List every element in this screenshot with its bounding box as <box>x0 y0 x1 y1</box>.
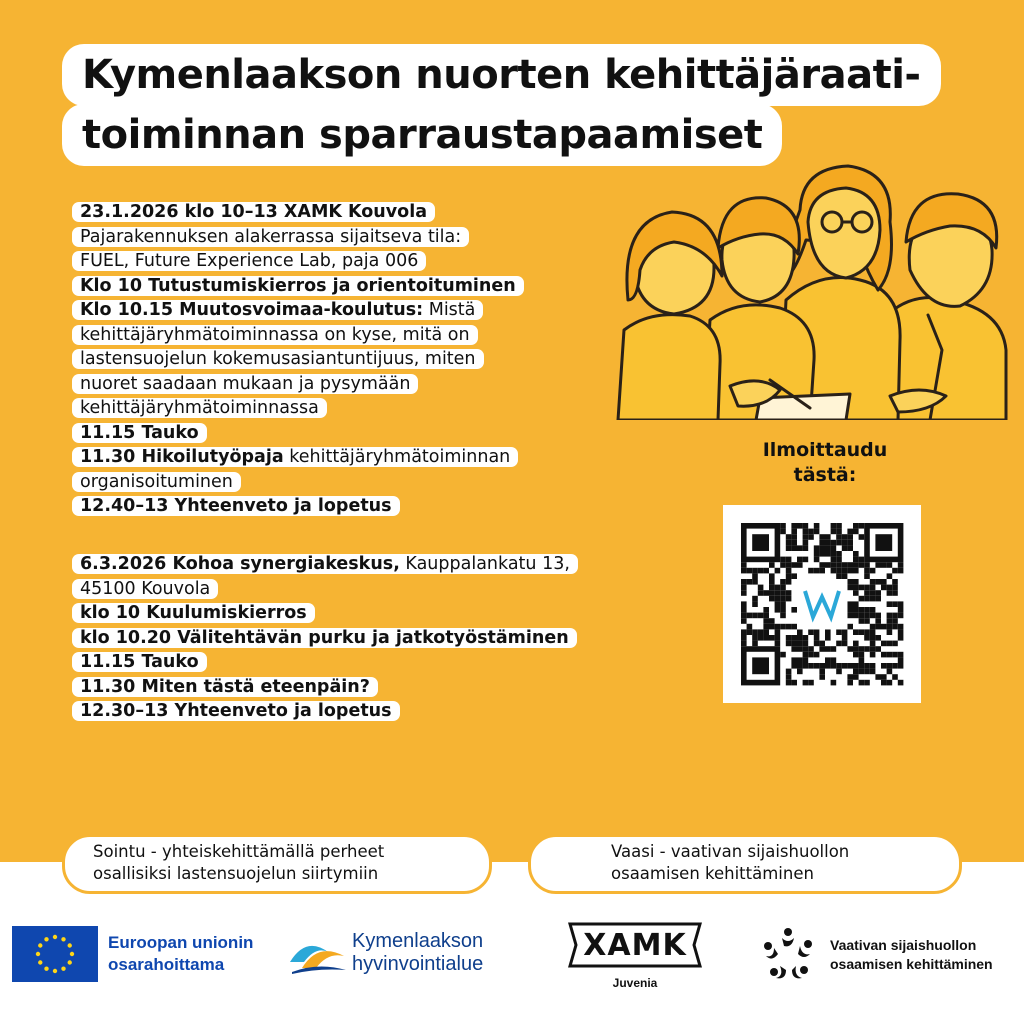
eu-star-icon <box>36 952 40 956</box>
people-circle-icon <box>760 926 816 982</box>
session-2-schedule <box>72 552 632 724</box>
vaasi-line-2: osaamisen kehittäminen <box>611 864 814 883</box>
session-1-location-2: FUEL, Future Experience Lab, paja 006 <box>72 251 426 271</box>
session-1-item-4-title: 11.30 Hikoilutyöpaja <box>80 447 284 467</box>
eu-star-icon <box>44 967 48 971</box>
eu-text-2: osarahoittama <box>108 955 225 974</box>
eu-star-icon <box>53 935 57 939</box>
project-vaasi <box>528 834 962 894</box>
session-1-item-5: 12.40–13 Yhteenveto ja lopetus <box>72 496 400 516</box>
eu-logo <box>12 926 262 982</box>
wave-icon <box>288 932 348 976</box>
xamk-subtitle: Juvenia <box>612 976 658 990</box>
vaativan-text-1: Vaativan sijaishuollon <box>830 937 977 953</box>
qr-code-pattern <box>723 505 921 703</box>
eu-star-icon <box>68 943 72 947</box>
eu-text-1: Euroopan unionin <box>108 933 254 952</box>
session-2-item-1: klo 10 Kuulumiskierros <box>72 603 315 623</box>
eu-star-icon <box>61 967 65 971</box>
kymenlaakso-text-2: hyvinvointialue <box>352 953 484 975</box>
register-line-1: Ilmoittaudu <box>762 439 888 461</box>
session-2-address-1: Kauppalankatu 13, <box>399 554 570 574</box>
project-sointu <box>62 834 492 894</box>
sointu-line-2: osallisiksi lastensuojelun siirtymiin <box>93 864 379 883</box>
eu-star-icon <box>61 937 65 941</box>
session-1-item-4-text-1: kehittäjäryhmätoiminnan <box>283 447 511 467</box>
session-1-item-2-text-3: lastensuojelun kokemusasiantuntijuus, miten <box>72 349 484 369</box>
session-1-schedule <box>72 200 632 519</box>
registration-qr-code[interactable] <box>723 505 921 703</box>
session-1-item-2-title: Klo 10.15 Muutosvoimaa-koulutus: <box>80 300 424 320</box>
page-title <box>62 44 978 166</box>
session-1-item-2-text-1: Mistä <box>423 300 476 320</box>
register-prompt <box>730 438 920 488</box>
kymenlaakso-logo <box>288 930 528 980</box>
session-2-item-3: 11.15 Tauko <box>72 652 207 672</box>
session-2-address-2: 45100 Kouvola <box>72 579 218 599</box>
sointu-line-1: Sointu - yhteiskehittämällä perheet <box>93 842 385 861</box>
session-2-item-4: 11.30 Miten tästä eteenpäin? <box>72 677 378 697</box>
eu-star-icon <box>70 952 74 956</box>
session-1-item-2-text-5: kehittäjäryhmätoiminnassa <box>72 398 327 418</box>
kymenlaakso-text-1: Kymenlaakson <box>352 930 484 952</box>
session-1-item-4-text-2: organisoituminen <box>72 472 241 492</box>
session-1-item-2-text-4: nuoret saadaan mukaan ja pysymään <box>72 374 418 394</box>
title-line-1: Kymenlaakson nuorten kehittäjäraati- <box>62 44 941 106</box>
session-1-item-1: Klo 10 Tutustumiskierros ja orientoituminen <box>72 276 524 296</box>
vaativan-logo <box>760 926 1020 982</box>
session-1-location-1: Pajarakennuksen alakerrassa sijaitseva tila: <box>72 227 469 247</box>
session-2-item-2: klo 10.20 Välitehtävän purku ja jatkotyöstäminen <box>72 628 577 648</box>
session-2-item-5: 12.30–13 Yhteenveto ja lopetus <box>72 701 400 721</box>
session-1-item-3: 11.15 Tauko <box>72 423 207 443</box>
xamk-logo <box>566 920 704 998</box>
session-1-item-2-text-2: kehittäjäryhmätoiminnassa on kyse, mitä on <box>72 325 478 345</box>
eu-star-icon <box>68 960 72 964</box>
eu-flag-icon <box>12 926 98 982</box>
eu-star-icon <box>38 943 42 947</box>
session-1-heading: 23.1.2026 klo 10–13 XAMK Kouvola <box>72 202 435 222</box>
session-2-heading: 6.3.2026 Kohoa synergiakeskus, <box>80 554 400 574</box>
vaasi-line-1: Vaasi - vaativan sijaishuollon <box>611 842 850 861</box>
xamk-wordmark: XAMK <box>583 928 687 963</box>
title-line-2: toiminnan sparraustapaamiset <box>62 104 782 166</box>
eu-star-icon <box>38 960 42 964</box>
family-illustration <box>610 150 1010 420</box>
vaativan-text-2: osaamisen kehittäminen <box>830 956 993 972</box>
eu-star-icon <box>44 937 48 941</box>
register-line-2: tästä: <box>793 464 857 486</box>
eu-star-icon <box>53 969 57 973</box>
